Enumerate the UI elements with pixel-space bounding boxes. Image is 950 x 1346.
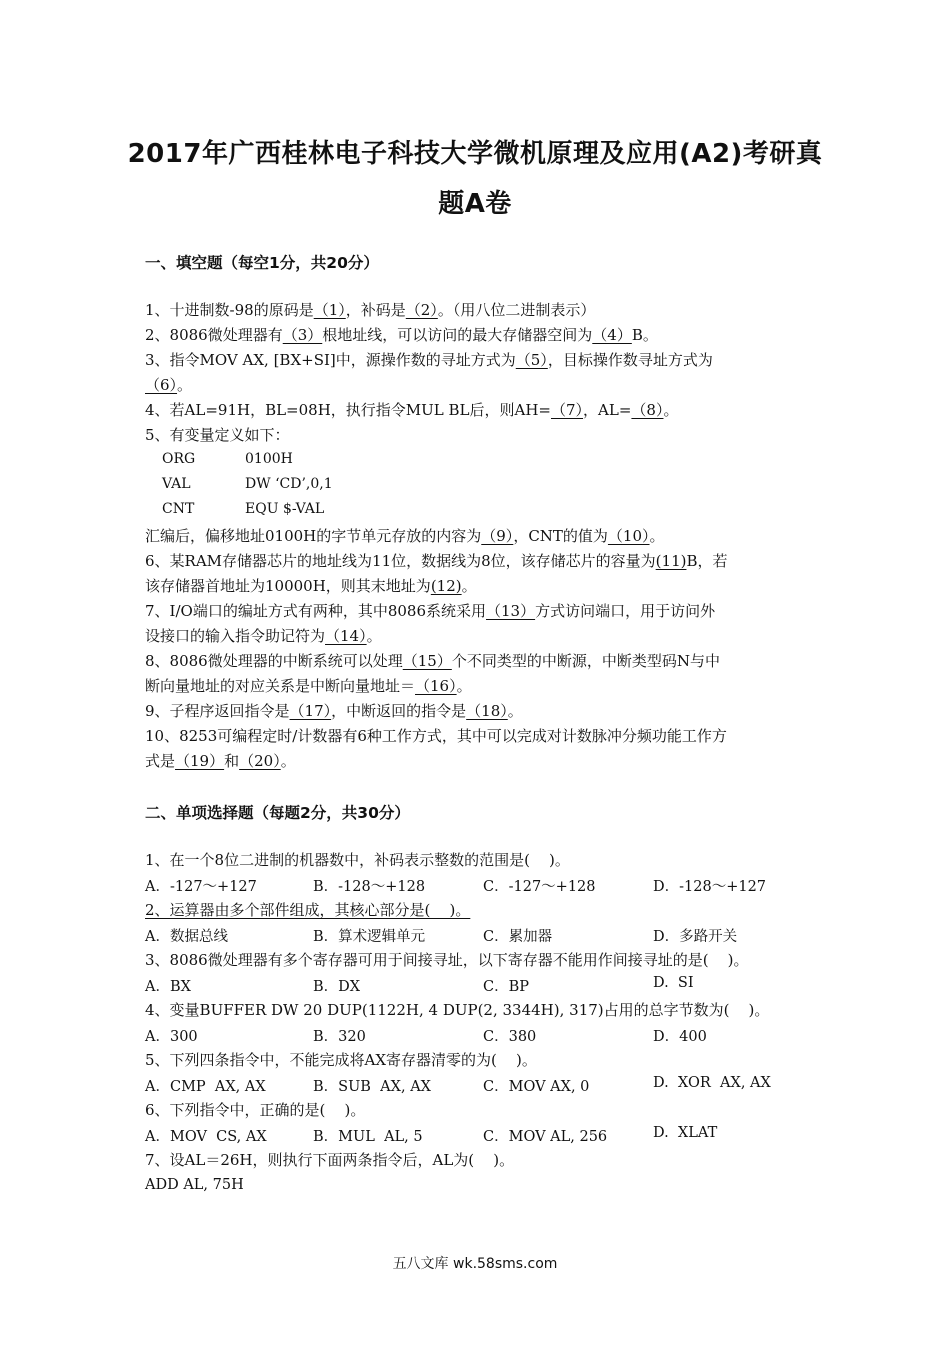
option-d: D. XOR AX, AX (653, 1075, 771, 1091)
mc-question-7: 7、设AL＝26H，则执行下面两条指令后，AL为( )。 (145, 1151, 515, 1169)
page-title: 2017年广西桂林电子科技大学微机原理及应用(A2)考研真 (127, 139, 823, 169)
option-d: D. SI (653, 975, 694, 991)
mc-question-4: 4、变量BUFFER DW 20 DUP(1122H, 4 DUP(2, 3344H), 317)占用的总字节数为( )。 (145, 1001, 770, 1019)
option-b: B．320 (313, 1029, 366, 1045)
code-label-org: ORG (162, 451, 196, 467)
option-a: A．MOV CS, AX (145, 1129, 267, 1145)
question-1: 1、十进制数-98的原码是（1），补码是（2）。（用八位二进制表示） (145, 301, 596, 319)
option-d: D. XLAT (653, 1125, 718, 1141)
question-5-continued: 汇编后，偏移地址0100H的字节单元存放的内容为（9），CNT的值为（10）。 (145, 527, 665, 545)
question-6: 6、某RAM存储器芯片的地址线为11位，数据线为8位，该存储芯片的容量为(11)B，若 (145, 552, 728, 570)
section-heading-fill-blank: 一、填空题（每空1分，共20分） (145, 254, 379, 272)
code-label-val: VAL (162, 476, 191, 492)
question-3-continued: （6）。 (145, 376, 193, 394)
mc-options-6 (145, 1125, 825, 1145)
question-4: 4、若AL=91H，BL=08H，执行指令MUL BL后，则AH=（7），AL=（8）。 (145, 401, 679, 419)
mc-options-2 (145, 925, 825, 945)
option-a: A．数据总线 (145, 929, 228, 945)
option-a: A．CMP AX, AX (145, 1079, 266, 1095)
code-label-cnt: CNT (162, 501, 195, 517)
question-9: 9、子程序返回指令是（17），中断返回的指令是（18）。 (145, 702, 523, 720)
mc-options-5 (145, 1075, 825, 1095)
option-a: A．300 (145, 1029, 198, 1045)
option-a: A．-127～+127 (145, 879, 257, 895)
option-d: D．-128～+127 (653, 879, 767, 895)
mc-question-2: 2、运算器由多个部件组成，其核心部分是( )。 (145, 901, 471, 919)
section-heading-multiple-choice: 二、单项选择题（每题2分，共30分） (145, 804, 410, 822)
mc-question-1: 1、在一个8位二进制的机器数中，补码表示整数的范围是( )。 (145, 851, 570, 869)
question-7-continued: 设接口的输入指令助记符为（14）。 (145, 627, 382, 645)
option-b: B．-128～+128 (313, 879, 426, 895)
option-d: D．多路开关 (653, 929, 738, 945)
option-b: B．DX (313, 979, 361, 995)
option-c: C．380 (483, 1029, 537, 1045)
mc-options-1 (145, 875, 825, 895)
code-value-org: 0100H (245, 451, 293, 467)
option-c: C．-127～+128 (483, 879, 596, 895)
question-8: 8、8086微处理器的中断系统可以处理（15）个不同类型的中断源，中断类型码N与中 (145, 652, 720, 670)
code-value-cnt: EQU $-VAL (245, 501, 325, 517)
question-8-continued: 断向量地址的对应关系是中断向量地址＝（16）。 (145, 677, 472, 695)
question-5: 5、有变量定义如下： (145, 426, 290, 444)
footer-watermark: 五八文库 wk.58sms.com (392, 1256, 558, 1272)
mc-options-4 (145, 1025, 825, 1045)
question-10: 10、8253可编程定时/计数器有6种工作方式，其中可以完成对计数脉冲分频功能工作方 (145, 727, 727, 745)
question-6-continued: 该存储器首地址为10000H，则其末地址为(12)。 (145, 577, 477, 595)
option-c: C．MOV AX, 0 (483, 1079, 590, 1095)
code-line: ADD AL, 75H (145, 1177, 244, 1193)
option-a: A．BX (145, 979, 191, 995)
question-2: 2、8086微处理器有（3）根地址线，可以访问的最大存储器空间为（4）B。 (145, 326, 658, 344)
code-value-val: DW ‘CD’,0,1 (245, 476, 333, 492)
mc-question-3: 3、8086微处理器有多个寄存器可用于间接寻址，以下寄存器不能用作间接寻址的是( )。 (145, 951, 749, 969)
option-c: C．累加器 (483, 929, 553, 945)
option-b: B．SUB AX, AX (313, 1079, 431, 1095)
option-b: B．MUL AL, 5 (313, 1129, 423, 1145)
option-c: C．BP (483, 979, 530, 995)
question-3: 3、指令MOV AX, [BX+SI]中，源操作数的寻址方式为（5），目标操作数寻址方式为 (145, 351, 713, 369)
option-d: D．400 (653, 1029, 707, 1045)
mc-question-6: 6、下列指令中，正确的是( )。 (145, 1101, 366, 1119)
question-7: 7、I/O端口的编址方式有两种，其中8086系统采用（13）方式访问端口，用于访问外 (145, 602, 716, 620)
option-c: C．MOV AL, 256 (483, 1129, 608, 1145)
page-title-continued: 题A卷 (438, 189, 512, 219)
mc-question-5: 5、下列四条指令中，不能完成将AX寄存器清零的为( )。 (145, 1051, 537, 1069)
option-b: B．算术逻辑单元 (313, 929, 426, 945)
question-10-continued: 式是（19）和（20）。 (145, 752, 296, 770)
mc-options-3 (145, 975, 825, 995)
